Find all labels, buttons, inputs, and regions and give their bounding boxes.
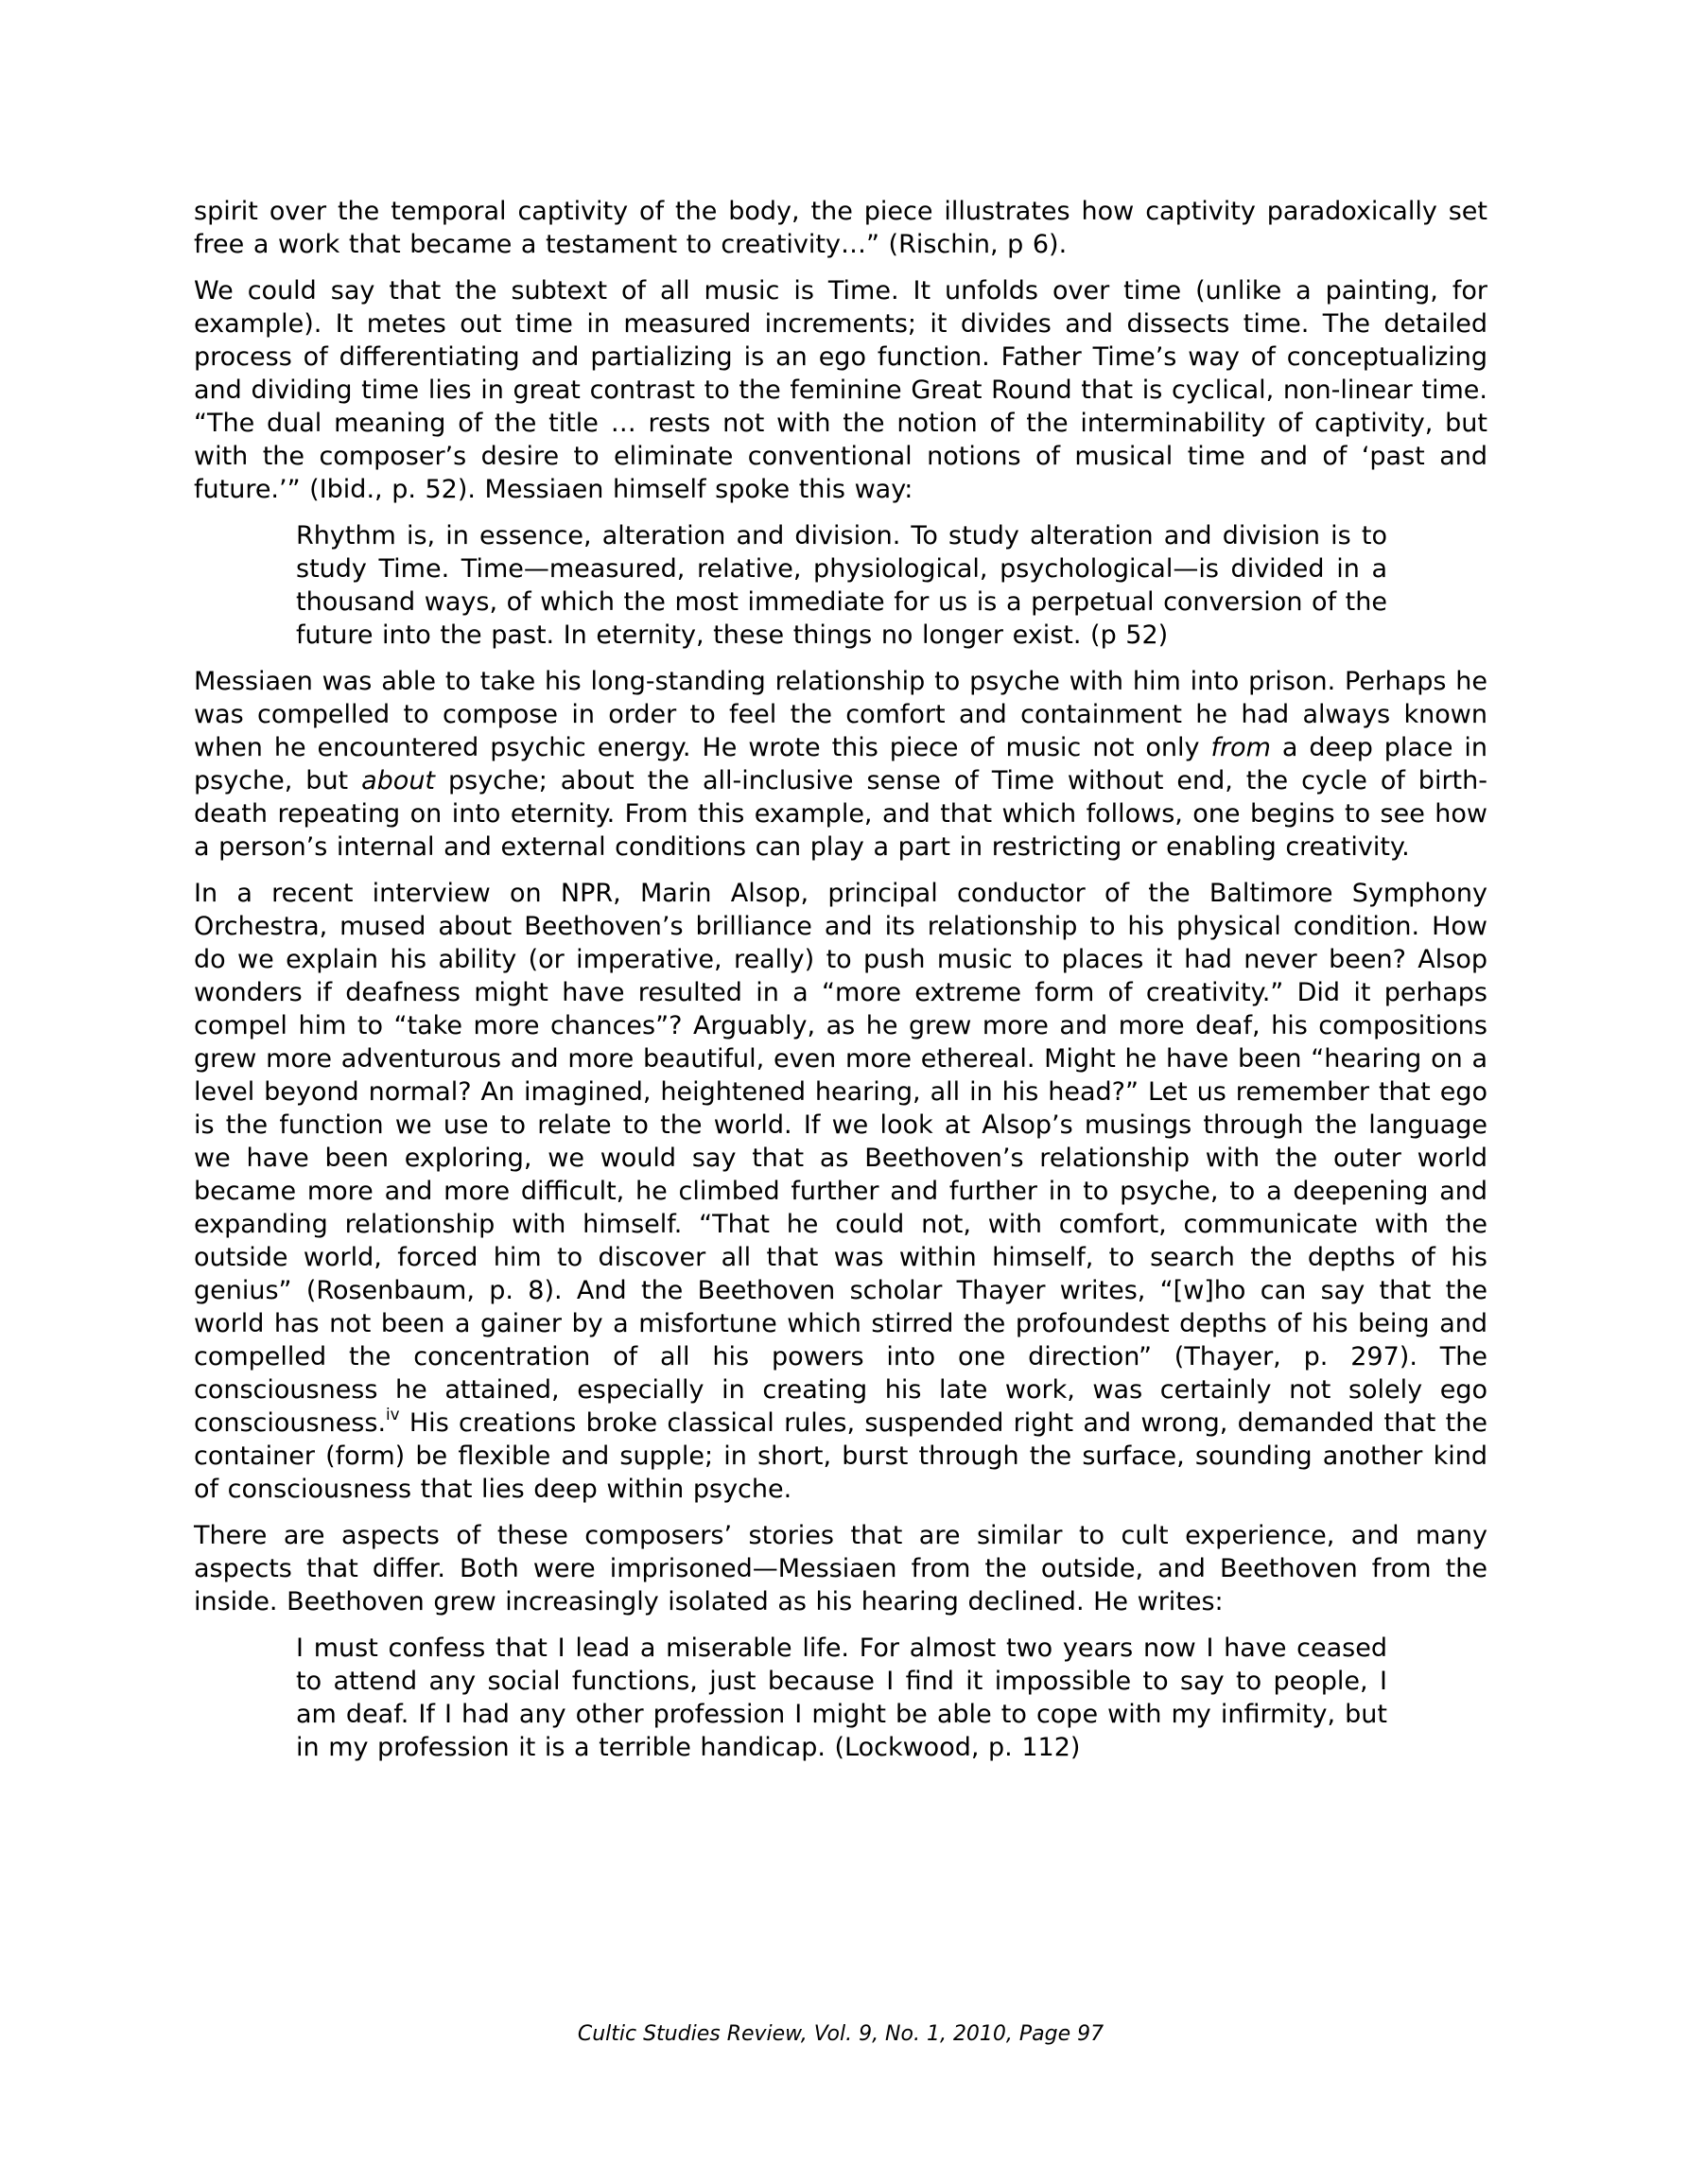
paragraph	[194, 665, 1487, 864]
text-run: Messiaen was able to take his long-standing relationship to psyche with him into prison. Perhaps he was compelled to compose in order to feel the comfort and containment he had always known when he encountered psychic energy. He wrote this piece of music not only	[194, 667, 1487, 762]
text-run: psyche; about the all-inclusive sense of Time without end, the cycle of birth-death repeating on into eternity. From this example, and that which follows, one begins to see how a person’s internal and external conditions can play a part in restricting or enabling creativity.	[194, 766, 1487, 862]
text-run: a deep place in psyche, but	[194, 733, 1487, 795]
text-run: His creations broke classical rules, suspended right and wrong, demanded that the container (form) be flexible and supple; in short, burst through the surface, sounding another kind of consciousness that lies deep within psyche.	[194, 1408, 1487, 1504]
block-quote	[296, 1632, 1387, 1764]
paragraph	[194, 1519, 1487, 1618]
paragraph	[194, 274, 1487, 506]
paragraph	[194, 877, 1487, 1506]
block-quote	[296, 519, 1387, 652]
document-body	[194, 195, 1487, 1777]
text-run: I must confess that I lead a miserable life. For almost two years now I have ceased to attend any social functions, just because I find it impossible to say to people, I am deaf. If I had any other profession I might be able to cope with my infirmity, but in my profession it is a terrible handicap. (Lockwood, p. 112)	[296, 1634, 1387, 1762]
page-footer: Cultic Studies Review, Vol. 9, No. 1, 2010, Page 97	[577, 2022, 1104, 2046]
endnote-reference: iv	[386, 1404, 400, 1424]
text-run: In a recent interview on NPR, Marin Alsop, principal conductor of the Baltimore Symphony Orchestra, mused about Beethoven’s brilliance and its relationship to his physical condition. How do we explain his ability (or imperative, really) to push music to places it had never been? Alsop wonders if deafness might have resulted in a “more extreme form of creativity.” Did it perhaps compel him to “take more chances”? Arguably, as he grew more and more deaf, his compositions grew more adventurous and more beautiful, even more ethereal. Might he have been “hearing on a level beyond normal? An imagined, heightened hearing, all in his head?” Let us remember that ego is the function we use to relate to the world. If we look at Alsop’s musings through the language we have been exploring, we would say that as Beethoven’s relationship with the outer world became more and more difficult, he climbed further and further in to psyche, to a deepening and expanding relationship with himself. “That he could not, with comfort, communicate with the outside world, forced him to discover all that was within himself, to search the depths of his genius” (Rosenbaum, p. 8). And the Beethoven scholar Thayer writes, “[w]ho can say that the world has not been a gainer by a misfortune which stirred the profoundest depths of his being and compelled the concentration of all his powers into one direction” (Thayer, p. 297). The consciousness he attained, especially in creating his late work, was certainly not solely ego consciousness.	[194, 879, 1487, 1438]
text-run: There are aspects of these composers’ stories that are similar to cult experience, and many aspects that differ. Both were imprisoned—Messiaen from the outside, and Beethoven from the inside. Beethoven grew increasingly isolated as his hearing declined. He writes:	[194, 1521, 1487, 1616]
text-run: Rhythm is, in essence, alteration and division. To study alteration and division is to study Time. Time—measured, relative, physiological, psychological—is divided in a thousand ways, of which the most immediate for us is a perpetual conversion of the future into the past. In eternity, these things no longer exist. (p 52)	[296, 521, 1387, 650]
italic-text-run: about	[361, 766, 436, 795]
text-run: spirit over the temporal captivity of the body, the piece illustrates how captivity paradoxically set free a work that became a testament to creativity…” (Rischin, p 6).	[194, 197, 1487, 259]
text-run: We could say that the subtext of all music is Time. It unfolds over time (unlike a painting, for example). It metes out time in measured increments; it divides and dissects time. The detailed process of differentiating and partializing is an ego function. Father Time’s way of conceptualizing and dividing time lies in great contrast to the feminine Great Round that is cyclical, non-linear time. “The dual meaning of the title … rests not with the notion of the interminability of captivity, but with the composer’s desire to eliminate conventional notions of musical time and of ‘past and future.’” (Ibid., p. 52). Messiaen himself spoke this way:	[194, 276, 1487, 504]
paragraph	[194, 195, 1487, 261]
italic-text-run: from	[1210, 733, 1271, 762]
